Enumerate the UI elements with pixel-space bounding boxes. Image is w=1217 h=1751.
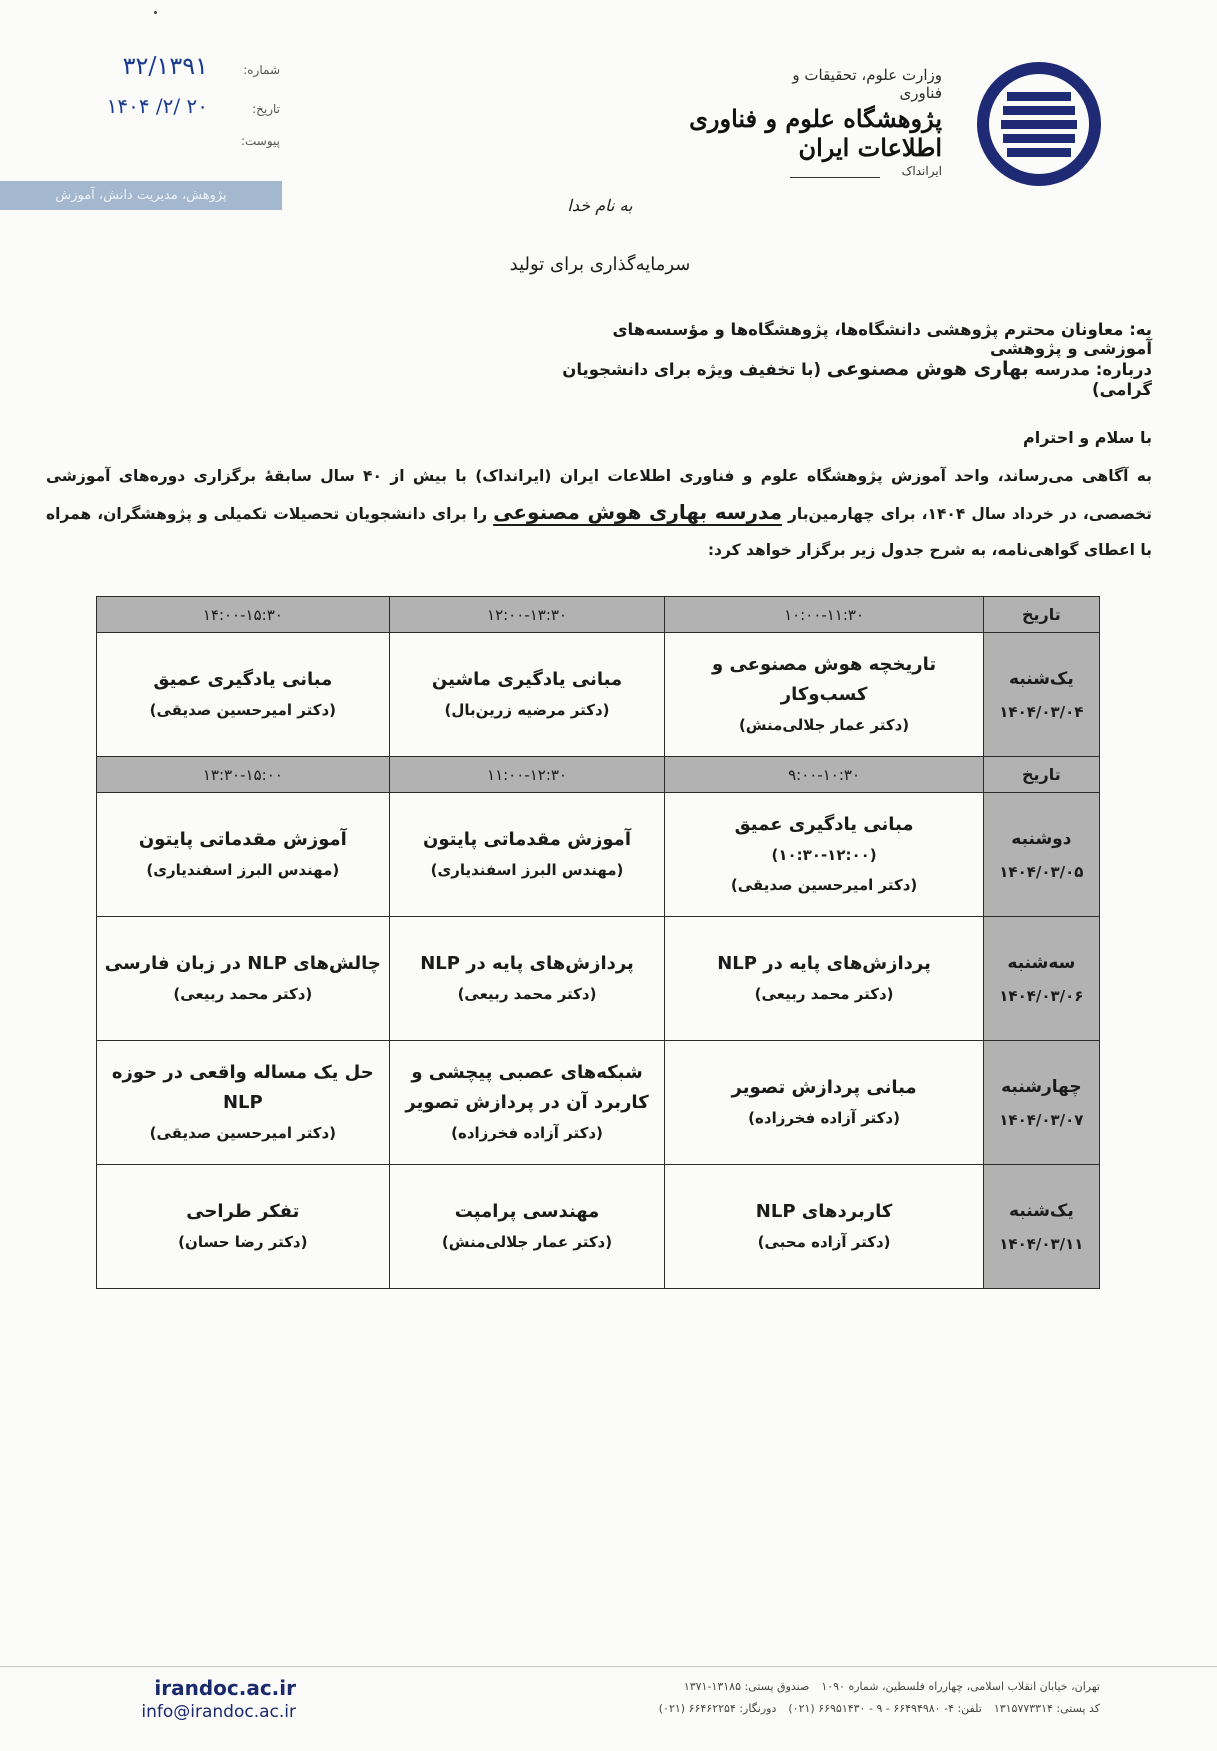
session-cell: [389, 633, 665, 757]
recipient-line: به: معاونان محترم پژوهشی دانشگاه‌ها، پژوهشگاه‌ها و مؤسسه‌های آموزشی و پژوهشی: [612, 320, 1152, 358]
session-cell: [97, 917, 390, 1041]
time-slot-header: ۱۱:۰۰-۱۲:۳۰: [389, 757, 665, 793]
session-instructor: (دکتر محمد ربیعی): [754, 984, 894, 1003]
institute-name: پژوهشگاه علوم و فناوری اطلاعات ایران: [689, 104, 942, 162]
letter-number: [20, 52, 280, 80]
session-instructor: (دکتر عمار جلالی‌منش): [441, 1232, 613, 1251]
session-instructor: (دکتر محمد ربیعی): [457, 984, 597, 1003]
session-title: مبانی یادگیری عمیق: [734, 813, 914, 835]
session-cell: [665, 793, 983, 917]
session-time-note: (۱۰:۳۰-۱۲:۰۰): [771, 845, 877, 864]
day-name: دوشنبه: [1011, 828, 1072, 849]
footer-rule: [0, 1666, 1217, 1667]
scan-speck: [154, 11, 157, 14]
date-header: تاریخ: [983, 597, 1099, 633]
body-part1: به آگاهی می‌رساند، واحد آموزش پژوهشگاه علوم و فناوری اطلاعات ایران (ایرانداک) با بیش از ۴۰ سال سابقهٔ برگزاری دوره‌های آموزشی تخصصی، در خرداد سال ۱۴۰۴، برای چهارمین‌بار: [46, 467, 1152, 523]
time-slot-header: ۹:۰۰-۱۰:۳۰: [665, 757, 983, 793]
day-cell: [983, 1041, 1099, 1165]
session-instructor: (مهندس البرز اسفندیاری): [430, 860, 624, 879]
session-title: پردازش‌های پایه در NLP: [717, 952, 931, 974]
attachment-label: پیوست:: [240, 134, 280, 148]
session-cell: [665, 1165, 983, 1289]
institute-logo-icon: [977, 62, 1101, 186]
session-instructor: (دکتر محمد ربیعی): [173, 984, 313, 1003]
slogan-band: پژوهش، مدیریت دانش، آموزش: [0, 181, 282, 210]
session-instructor: (دکتر آزاده فخرزاده): [748, 1108, 900, 1127]
session-instructor: (دکتر امیرحسین صدیقی): [149, 1123, 337, 1142]
session-cell: [665, 1041, 983, 1165]
day-cell: [983, 1165, 1099, 1289]
day-date: ۱۴۰۴/۰۳/۱۱: [999, 1234, 1084, 1253]
session-instructor: (دکتر آزاده فخرزاده): [451, 1123, 603, 1142]
bismillah: به نام خدا: [567, 196, 633, 215]
table-row: [97, 633, 1100, 757]
table-row: [97, 917, 1100, 1041]
session-instructor: (دکتر آزاده محبی): [757, 1232, 891, 1251]
footer-email-link[interactable]: info@irandoc.ac.ir: [141, 1702, 296, 1722]
session-title: مبانی پردازش تصویر: [731, 1076, 917, 1098]
session-title: حل یک مساله واقعی در حوزه NLP: [111, 1061, 374, 1113]
session-cell: [97, 1041, 390, 1165]
session-instructor: (دکتر عمار جلالی‌منش): [738, 715, 910, 734]
body-paragraph: [46, 458, 1152, 568]
table-header-row: [97, 757, 1100, 793]
time-slot-header: ۱۳:۳۰-۱۵:۰۰: [97, 757, 390, 793]
session-title: چالش‌های NLP در زبان فارسی: [104, 952, 381, 974]
session-title: پردازش‌های پایه در NLP: [420, 952, 634, 974]
day-date: ۱۴۰۴/۰۳/۰۶: [999, 986, 1084, 1005]
body-part2: را برای دانشجویان تحصیلات تکمیلی و پژوهشگران، همراه با اعطای گواهی‌نامه، به شرح جدول زیر برگزار خواهد کرد:: [46, 505, 1152, 559]
session-instructor: (دکتر امیرحسین صدیقی): [149, 700, 337, 719]
schedule-table: [96, 596, 1100, 1289]
motto: سرمایه‌گذاری برای تولید: [509, 254, 691, 275]
day-name: یک‌شنبه: [1009, 1200, 1074, 1221]
session-title: آموزش مقدماتی پایتون: [423, 828, 631, 850]
session-title: تفکر طراحی: [186, 1200, 300, 1222]
session-title: مبانی یادگیری عمیق: [153, 668, 333, 690]
session-instructor: (دکتر امیرحسین صدیقی): [730, 875, 918, 894]
session-cell: [389, 793, 665, 917]
table-row: [97, 1041, 1100, 1165]
session-cell: [665, 633, 983, 757]
day-name: چهارشنبه: [1001, 1076, 1082, 1097]
session-cell: [97, 1165, 390, 1289]
footer-website-link[interactable]: irandoc.ac.ir: [154, 1676, 296, 1700]
letter-attachment: [20, 134, 280, 148]
subject-highlight: بهاری هوش مصنوعی: [826, 358, 1029, 380]
session-instructor: (مهندس البرز اسفندیاری): [146, 860, 340, 879]
session-title: آموزش مقدماتی پایتون: [138, 828, 347, 850]
session-title: تاریخچه هوش مصنوعی و کسب‌وکار: [712, 653, 937, 705]
session-title: کاربردهای NLP: [755, 1200, 893, 1222]
day-name: یک‌شنبه: [1009, 668, 1074, 689]
day-date: ۱۴۰۴/۰۳/۰۷: [999, 1110, 1084, 1129]
table-row: [97, 793, 1100, 917]
subject-suffix: (با تخفیف ویژه برای دانشجویان گرامی): [562, 360, 1152, 399]
date-label: تاریخ:: [252, 102, 280, 116]
session-cell: [97, 633, 390, 757]
table-header-row: [97, 597, 1100, 633]
session-cell: [389, 1165, 665, 1289]
greeting: با سلام و احترام: [1023, 428, 1152, 447]
session-instructor: (دکتر مرضیه زرین‌بال): [444, 700, 610, 719]
day-cell: [983, 793, 1099, 917]
phone: تلفن: ۴- ۶۶۴۹۴۹۸۰ - ۹ - ۶۶۹۵۱۴۳۰ (۰۲۱): [788, 1702, 982, 1715]
fax: دورنگار: ۶۶۴۶۲۲۵۴ (۰۲۱): [658, 1702, 777, 1715]
day-date: ۱۴۰۴/۰۳/۰۵: [999, 862, 1084, 881]
institute-short-name: ایرانداک: [901, 164, 942, 178]
time-slot-header: ۱۴:۰۰-۱۵:۳۰: [97, 597, 390, 633]
session-cell: [389, 917, 665, 1041]
postal-code: کد پستی: ۱۳۱۵۷۷۳۳۱۴: [993, 1702, 1100, 1715]
session-title: مبانی یادگیری ماشین: [431, 668, 623, 690]
session-instructor: (دکتر رضا حسان): [178, 1232, 308, 1251]
time-slot-header: ۱۲:۰۰-۱۳:۳۰: [389, 597, 665, 633]
day-date: ۱۴۰۴/۰۳/۰۴: [999, 702, 1084, 721]
day-cell: [983, 917, 1099, 1041]
date-value: ۱۴۰۴ /۲/ ۲۰: [106, 94, 208, 118]
subject-prefix: درباره: مدرسه: [1028, 360, 1152, 379]
date-header: تاریخ: [983, 757, 1099, 793]
number-label: شماره:: [243, 63, 280, 77]
number-value: ۳۲/۱۳۹۱: [122, 52, 208, 80]
time-slot-header: ۱۰:۰۰-۱۱:۳۰: [665, 597, 983, 633]
day-name: سه‌شنبه: [1007, 952, 1076, 973]
session-cell: [389, 1041, 665, 1165]
footer-contact: [560, 1702, 1100, 1715]
header-rule: [790, 177, 880, 178]
session-cell: [97, 793, 390, 917]
session-title: مهندسی پرامپت: [454, 1200, 600, 1222]
table-row: [97, 1165, 1100, 1289]
ministry-name: وزارت علوم، تحقیقات و فناوری: [792, 66, 942, 102]
address-text: تهران، خیابان انقلاب اسلامی، چهارراه فلسطین، شماره ۱۰۹۰: [821, 1680, 1100, 1693]
letter-date: [20, 94, 280, 118]
po-box: صندوق پستی: ۱۳۱۸۵-۱۳۷۱: [683, 1680, 810, 1693]
session-title: شبکه‌های عصبی پیچشی و کاربرد آن در پردازش تصویر: [405, 1061, 649, 1113]
day-cell: [983, 633, 1099, 757]
body-highlight: مدرسه بهاری هوش مصنوعی: [493, 500, 782, 524]
footer-address: [560, 1680, 1100, 1693]
session-cell: [665, 917, 983, 1041]
subject-line: [560, 358, 1152, 399]
